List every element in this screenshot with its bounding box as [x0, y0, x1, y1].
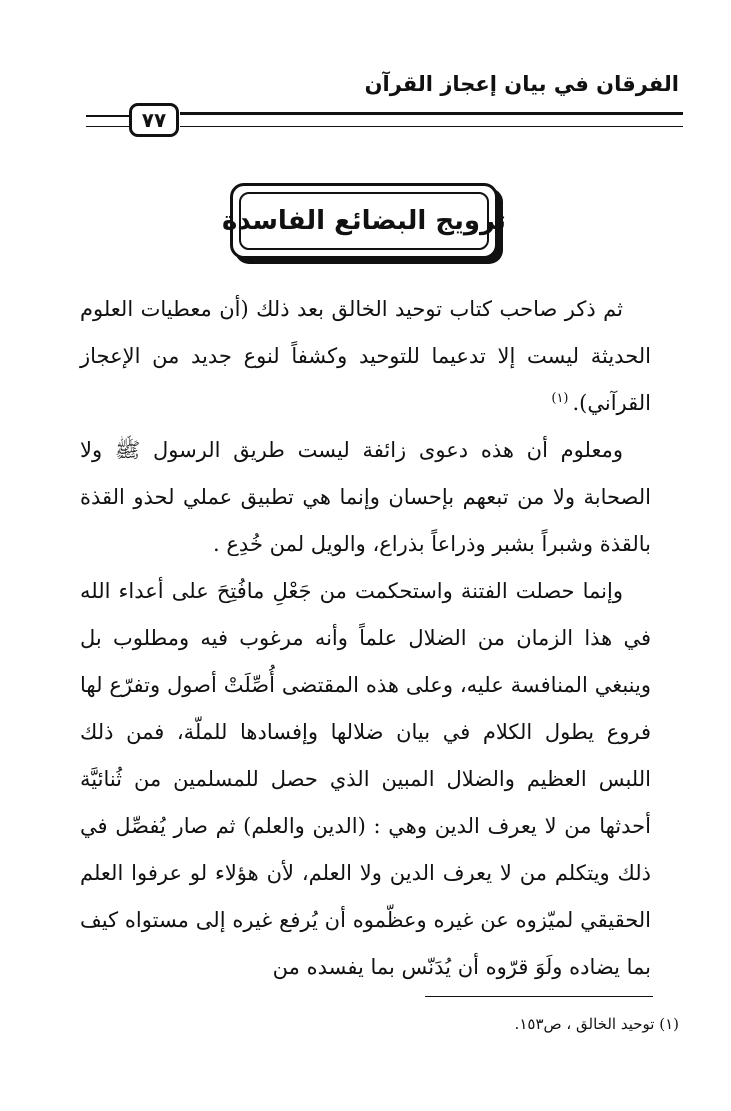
- running-title: الفرقان في بيان إعجاز القرآن: [364, 72, 679, 96]
- header-rule-left-top: [86, 115, 130, 117]
- footnote-separator: [425, 996, 653, 997]
- paragraph-1-text: ثم ذكر صاحب كتاب توحيد الخالق بعد ذلك (أن معطيات العلوم الحديثة ليست إلا تدعيما للتوحيد وكشفاً لنوع جديد من الإعجاز القرآني).: [80, 297, 651, 415]
- footnote-marker: (١): [551, 391, 569, 406]
- section-title: ترويج البضائع الفاسدة: [239, 192, 489, 250]
- header-rule-thick: [180, 112, 683, 115]
- page-number: ٧٧: [129, 103, 179, 137]
- paragraph-3: وإنما حصلت الفتنة واستحكمت من جَعْلِ مافُتِحَ على أعداء الله في هذا الزمان من الضلال علماً وأنه مرغوب فيه ومطلوب بل وينبغي المنافسة عليه، وعلى هذه المقتضى أُصِّلَتْ أصول وتفرّع لها فروع يطول الكلام في بيان ضلالها وإفسادها للملّة، فمن ذلك اللبس العظيم والضلال المبين الذي حصل للمسلمين من ثُنائيَّة أحدثها من لا يعرف الدين وهي : (الدين والعلم) ثم صار يُفصِّل في ذلك ويتكلم من لا يعرف الدين ولا العلم، لأن هؤلاء لو عرفوا العلم الحقيقي لميّزوه عن غيره وعظّموه أن يُرفع غيره إلى مستواه كيف بما يضاده ولَوَ قرّوه أن يُدَنّس بما يفسده من: [80, 579, 651, 979]
- paragraph-1: [80, 286, 651, 427]
- body-text: [80, 286, 651, 991]
- header-rule-left-bottom: [86, 126, 130, 127]
- paragraph-2: ومعلوم أن هذه دعوى زائفة ليست طريق الرسول ﷺ ولا الصحابة ولا من تبعهم بإحسان وإنما هي تطبيق عملي لحذو القذة بالقذة وشبراً بشبر وذراعاً بذراع، والويل لمن خُدِع .: [80, 438, 651, 556]
- header-rule-thin: [180, 126, 683, 127]
- footnote-1: (١) توحيد الخالق ، ص١٥٣.: [514, 1015, 679, 1033]
- section-title-frame: [222, 183, 506, 259]
